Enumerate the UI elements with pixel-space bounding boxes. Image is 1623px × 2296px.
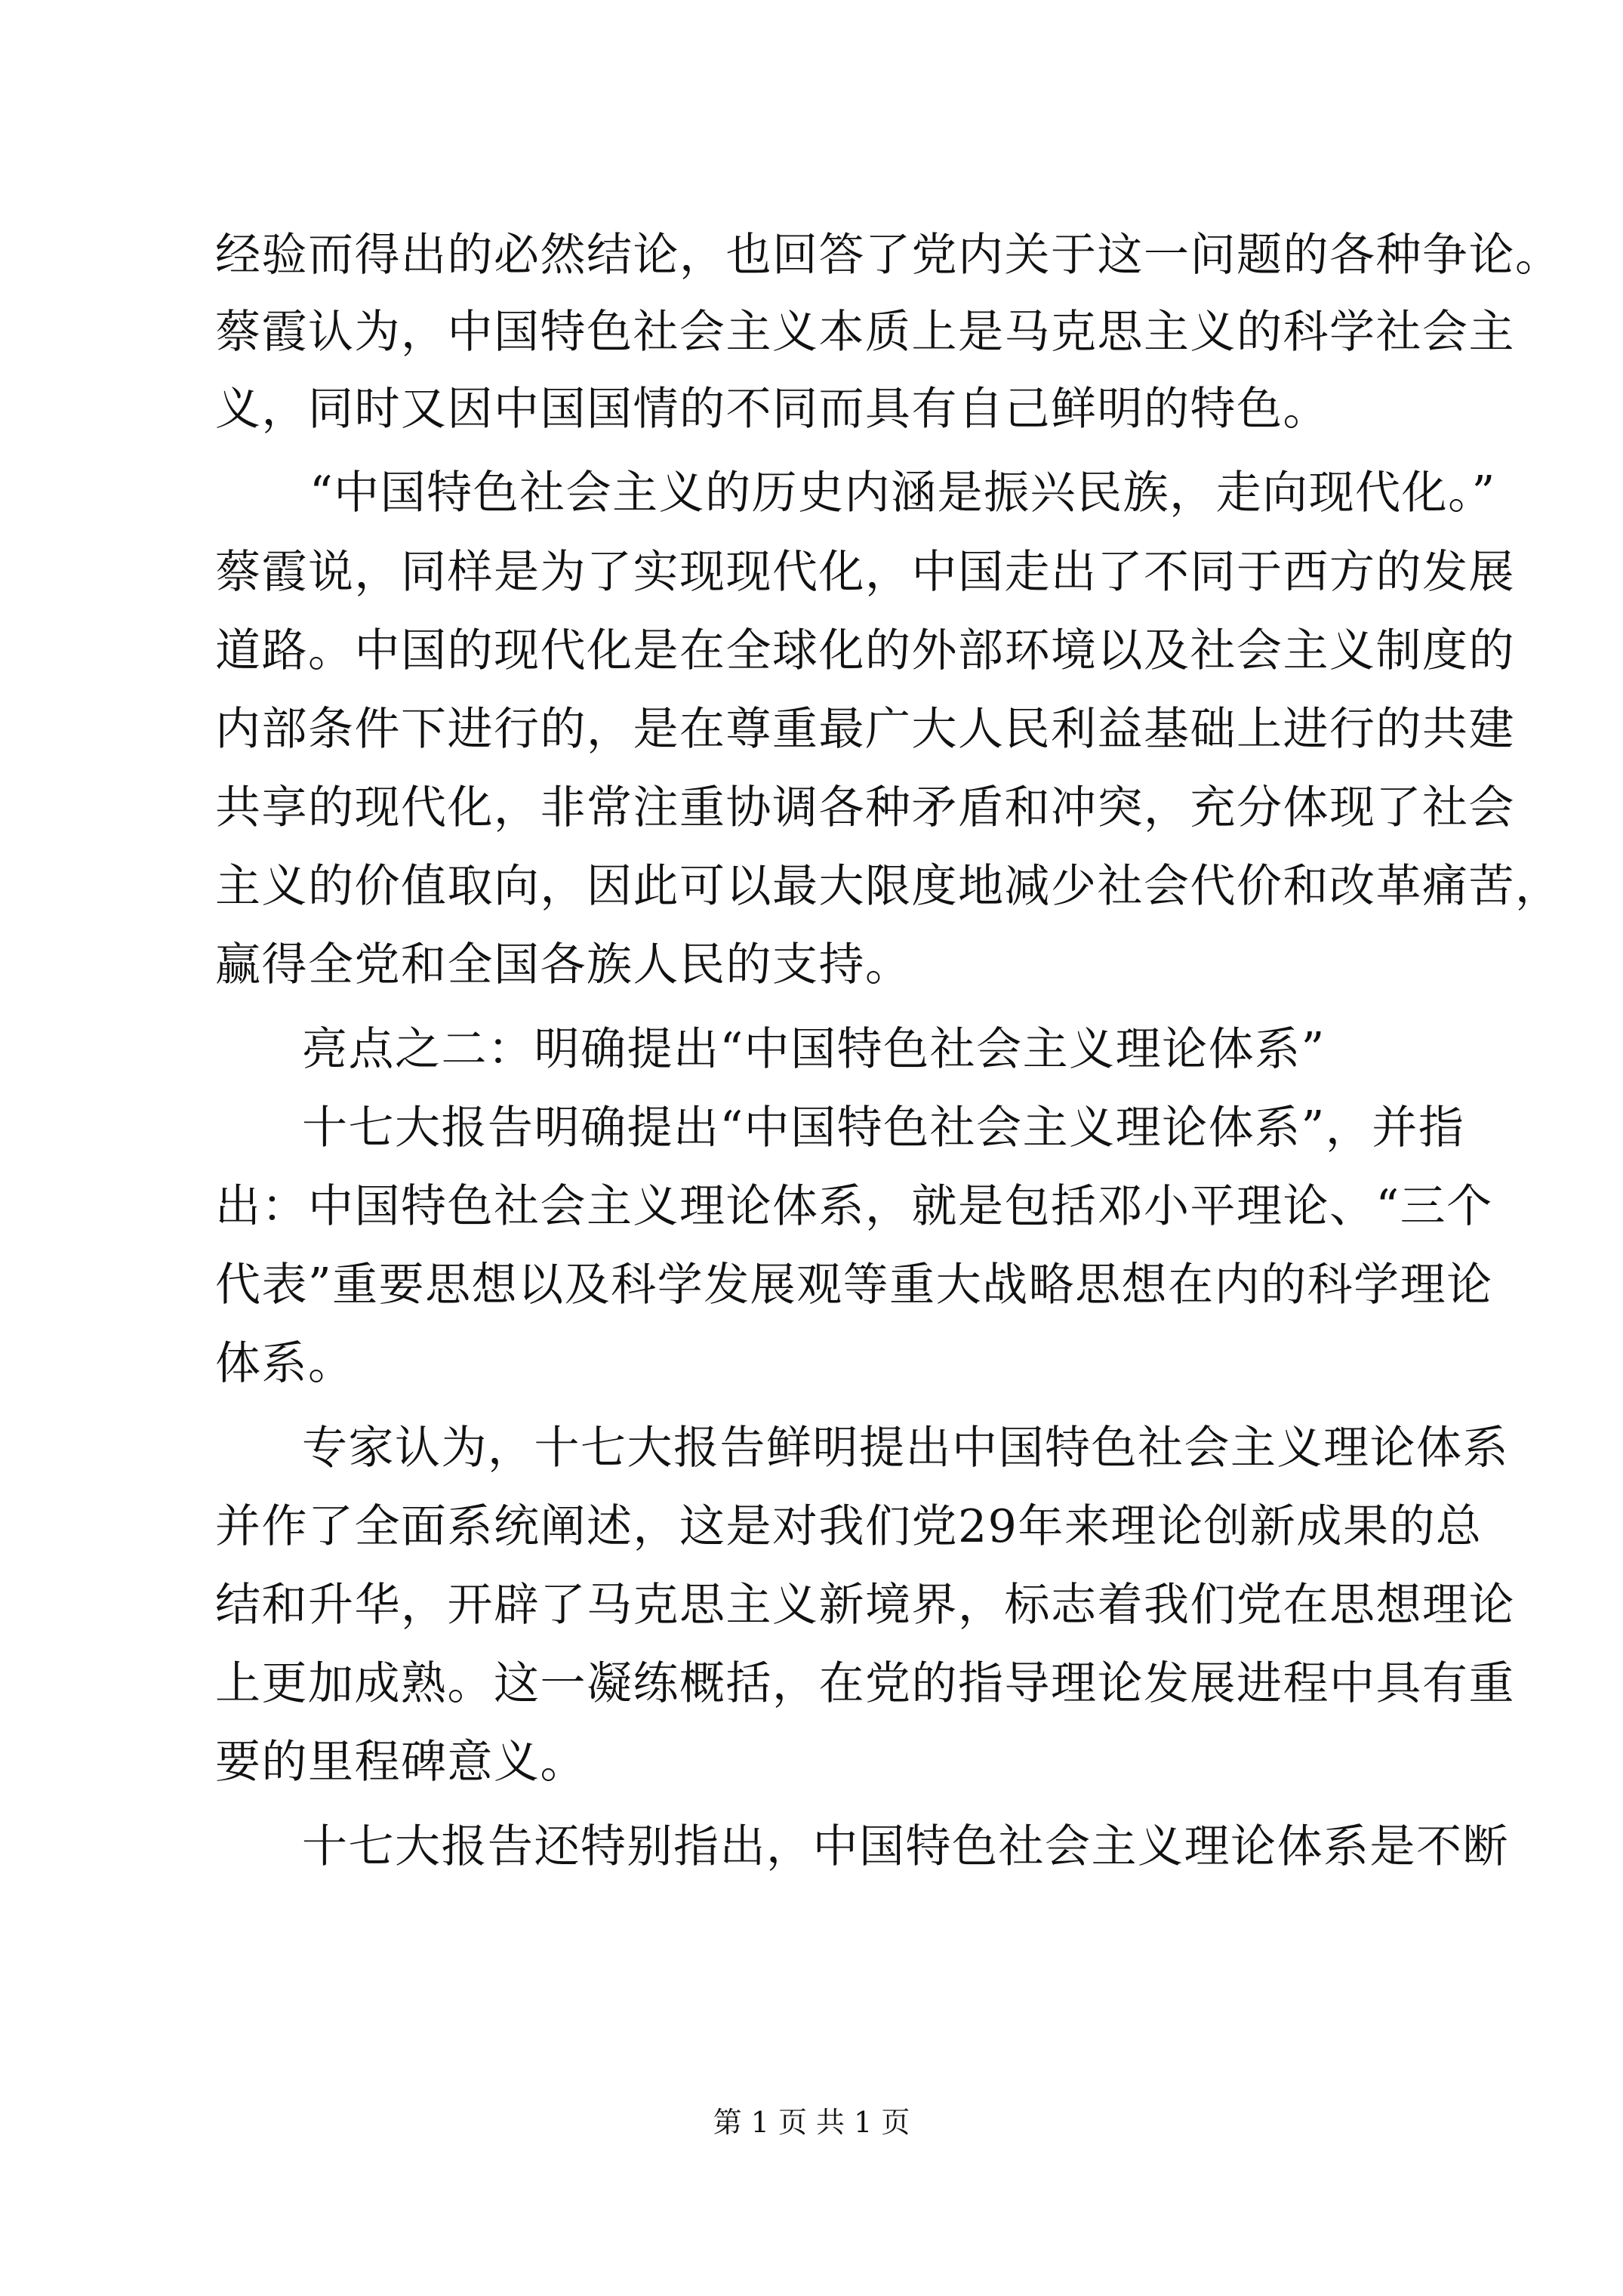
text-line: 体系。 [215, 1337, 355, 1390]
text-line: 蔡霞说，同样是为了实现现代化，中国走出了不同于西方的发展 [215, 546, 1515, 599]
text-line: 专家认为，十七大报告鲜明提出中国特色社会主义理论体系 [302, 1422, 1509, 1475]
text-line: 上更加成熟。这一凝练概括，在党的指导理论发展进程中具有重 [215, 1657, 1515, 1710]
text-line: 义，同时又因中国国情的不同而具有自己鲜明的特色。 [215, 383, 1329, 436]
text-line: 共享的现代化，非常注重协调各种矛盾和冲突，充分体现了社会 [215, 781, 1515, 834]
text-line: 经验而得出的必然结论，也回答了党内关于这一问题的各种争论。 [215, 229, 1562, 282]
text-line: 道路。中国的现代化是在全球化的外部环境以及社会主义制度的 [215, 624, 1515, 677]
text-line: “中国特色社会主义的历史内涵是振兴民族，走向现代化。” [310, 467, 1496, 519]
text-line: 内部条件下进行的，是在尊重最广大人民利益基础上进行的共建 [215, 703, 1515, 756]
text-line: 要的里程碑意义。 [215, 1736, 587, 1789]
text-line: 主义的价值取向，因此可以最大限度地减少社会代价和改革痛苦， [215, 860, 1562, 913]
text-line: 十七大报告明确提出“中国特色社会主义理论体系”，并指 [302, 1102, 1465, 1154]
text-line: 蔡霞认为，中国特色社会主义本质上是马克思主义的科学社会主 [215, 306, 1515, 359]
text-line: 十七大报告还特别指出，中国特色社会主义理论体系是不断 [302, 1820, 1509, 1873]
text-line: 赢得全党和全国各族人民的支持。 [215, 938, 912, 991]
text-line: 出：中国特色社会主义理论体系，就是包括邓小平理论、“三个 [215, 1180, 1493, 1233]
text-line: 代表”重要思想以及科学发展观等重大战略思想在内的科学理论 [215, 1259, 1493, 1311]
page-number: 第 1 页 共 1 页 [713, 2106, 910, 2139]
text-line: 并作了全面系统阐述，这是对我们党29年来理论创新成果的总 [215, 1500, 1483, 1553]
section-heading: 亮点之二：明确提出“中国特色社会主义理论体系” [302, 1023, 1326, 1076]
text-line: 结和升华，开辟了马克思主义新境界，标志着我们党在思想理论 [215, 1579, 1515, 1632]
